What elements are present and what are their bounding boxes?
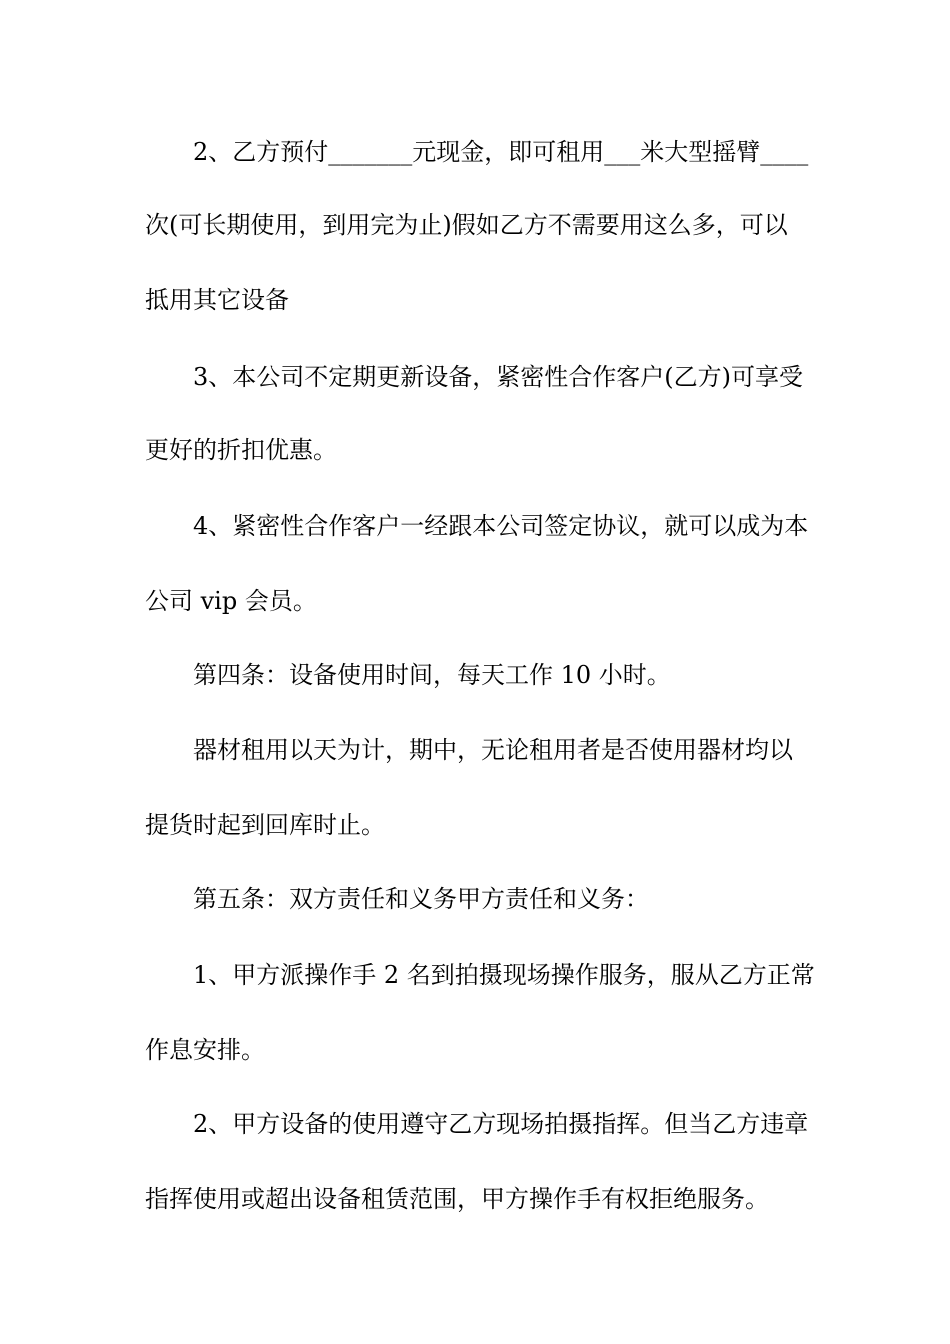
- text-line: 1、甲方派操作手 2 名到拍摄现场操作服务，服从乙方正常: [193, 961, 815, 989]
- text-line: 抵用其它设备: [145, 286, 289, 314]
- text-line: 4、紧密性合作客户一经跟本公司签定协议，就可以成为本: [193, 512, 809, 540]
- text-line: 作息安排。: [145, 1036, 265, 1064]
- text-line: 指挥使用或超出设备租赁范围，甲方操作手有权拒绝服务。: [145, 1185, 769, 1213]
- text-line: 更好的折扣优惠。: [145, 436, 337, 464]
- text-line: 提货时起到回库时止。: [145, 811, 385, 839]
- text-line: 第五条：双方责任和义务甲方责任和义务：: [193, 885, 649, 913]
- text-line: 2、甲方设备的使用遵守乙方现场拍摄指挥。但当乙方违章: [193, 1110, 809, 1138]
- text-line: 3、本公司不定期更新设备，紧密性合作客户(乙方)可享受: [193, 363, 803, 391]
- text-line: 公司 vip 会员。: [145, 587, 317, 615]
- text-line: 2、乙方预付_______元现金，即可租用___米大型摇臂____: [193, 138, 809, 166]
- text-line: 第四条：设备使用时间，每天工作 10 小时。: [193, 661, 671, 689]
- text-line: 器材租用以天为计，期中，无论租用者是否使用器材均以: [193, 736, 793, 764]
- text-line: 次(可长期使用，到用完为止)假如乙方不需要用这么多，可以: [145, 211, 788, 239]
